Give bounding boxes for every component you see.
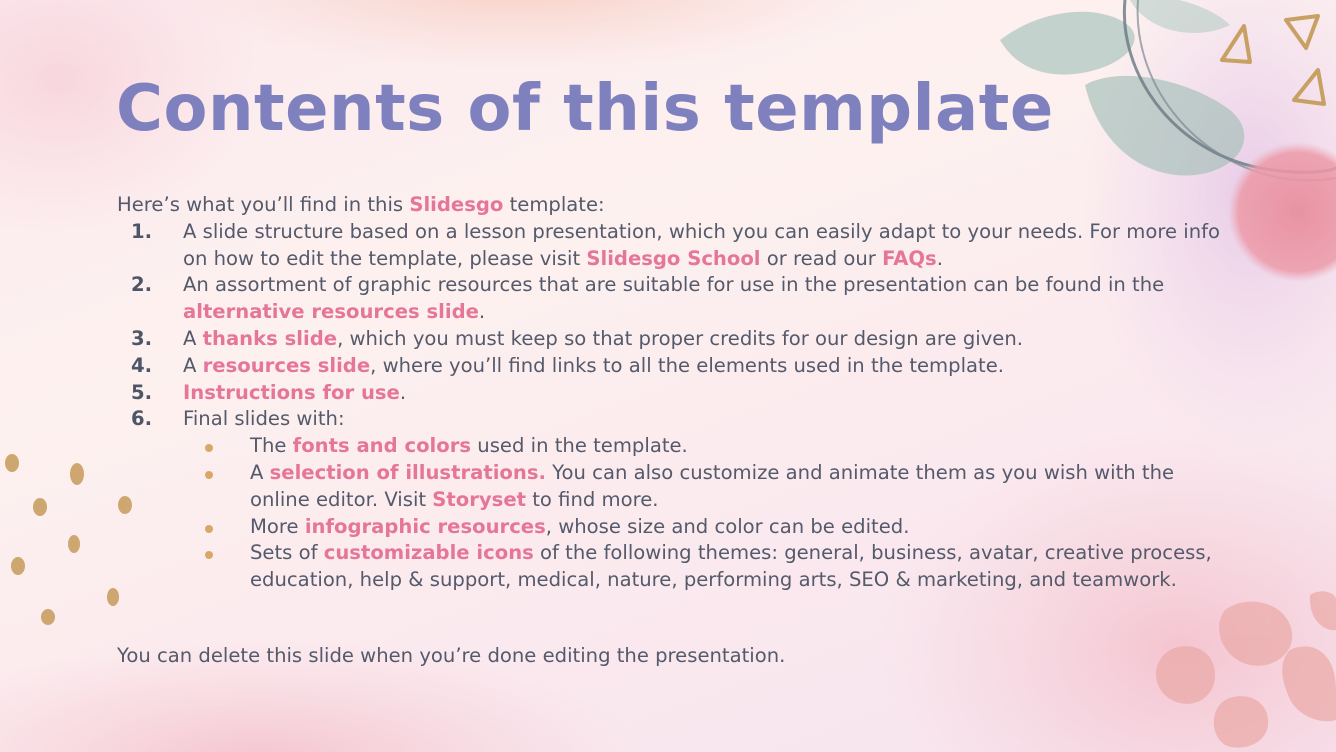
- body-text: or read our: [760, 246, 883, 270]
- bullet-dot-icon: [205, 444, 213, 452]
- body-text: Final slides with:: [183, 407, 345, 431]
- intro-suffix: template:: [503, 193, 605, 216]
- sub-list-item: [183, 433, 1227, 460]
- body-text: .: [936, 246, 943, 270]
- list-item: [117, 353, 1227, 380]
- highlight-link[interactable]: FAQs: [882, 246, 937, 270]
- item-number: 1.: [131, 219, 153, 243]
- body-text: You can also customize and animate them as you wish with the online editor. Visit: [250, 460, 1175, 511]
- item-number: 4.: [131, 353, 153, 377]
- gold-speckles: [5, 454, 132, 625]
- intro-prefix: Here’s what you’ll find in this: [117, 193, 410, 216]
- body-text: Sets of: [250, 541, 324, 565]
- item-text: [183, 381, 406, 404]
- bullet-dot-icon: [205, 525, 213, 533]
- body-text: , which you must keep so that proper credits for our design are given.: [337, 326, 1024, 350]
- body-text: A slide structure based on a lesson presentation, which you can easily adapt to your needs. For more info on how to edit the template, please visit: [183, 219, 1220, 270]
- sub-item-text: [250, 434, 688, 457]
- body-text: An assortment of graphic resources that are suitable for use in the presentation can be found in the: [183, 273, 1165, 297]
- highlight-link[interactable]: selection of illustrations.: [269, 460, 546, 484]
- highlight-link[interactable]: resources slide: [202, 353, 371, 377]
- item-number: 6.: [131, 407, 153, 431]
- footer-note: You can delete this slide when you’re done editing the presentation.: [117, 644, 786, 667]
- item-text: [183, 407, 345, 430]
- item-text: [183, 273, 1164, 323]
- sub-item-text: [250, 541, 1212, 591]
- highlight-link[interactable]: Storyset: [432, 487, 526, 511]
- sub-list-item: [183, 514, 1227, 541]
- highlight-link[interactable]: alternative resources slide: [183, 300, 479, 324]
- item-text: [183, 220, 1220, 270]
- sub-list-item: [183, 540, 1227, 594]
- highlight-link[interactable]: infographic resources: [304, 514, 546, 538]
- body-text: , whose size and color can be edited.: [545, 514, 910, 538]
- body-text: to find more.: [526, 487, 659, 511]
- peach-wash-top: [160, 0, 880, 70]
- body-text: .: [478, 300, 486, 324]
- body-text: A: [183, 326, 203, 350]
- highlight-link[interactable]: customizable icons: [323, 541, 534, 565]
- brand-link[interactable]: Slidesgo: [409, 193, 504, 216]
- sub-item-text: [250, 461, 1174, 511]
- bullet-dot-icon: [205, 471, 213, 479]
- sub-item-text: [250, 515, 909, 538]
- body-text: of the following themes: general, business, avatar, creative process, education, help & support, medical, nature, performing arts, SEO & marketing, and teamwork.: [250, 541, 1212, 592]
- slide-title: Contents of this template: [116, 72, 1054, 146]
- content-body: [117, 192, 1227, 594]
- body-text: A: [183, 353, 203, 377]
- body-text: The: [250, 434, 293, 458]
- body-text: .: [399, 380, 407, 404]
- item-number: 2.: [131, 273, 153, 297]
- bullet-dot-icon: [205, 551, 213, 559]
- body-text: More: [250, 514, 305, 538]
- sub-list: [183, 433, 1227, 594]
- list-item: [117, 406, 1227, 594]
- body-text: , where you’ll find links to all the elements used in the template.: [370, 353, 1005, 377]
- item-text: [183, 327, 1023, 350]
- highlight-link[interactable]: Slidesgo School: [586, 246, 761, 270]
- highlight-link[interactable]: Instructions for use: [183, 380, 400, 404]
- intro-line: [117, 192, 1227, 219]
- list-item: [117, 380, 1227, 407]
- item-text: [183, 354, 1004, 377]
- body-text: used in the template.: [471, 434, 688, 458]
- list-item: [117, 326, 1227, 353]
- highlight-link[interactable]: fonts and colors: [292, 434, 472, 458]
- sub-list-item: [183, 460, 1227, 514]
- highlight-link[interactable]: thanks slide: [202, 326, 338, 350]
- list-item: [117, 272, 1227, 326]
- body-text: A: [250, 460, 270, 484]
- item-number: 3.: [131, 326, 153, 350]
- contents-list: [117, 219, 1227, 594]
- item-number: 5.: [131, 380, 153, 404]
- list-item: [117, 219, 1227, 273]
